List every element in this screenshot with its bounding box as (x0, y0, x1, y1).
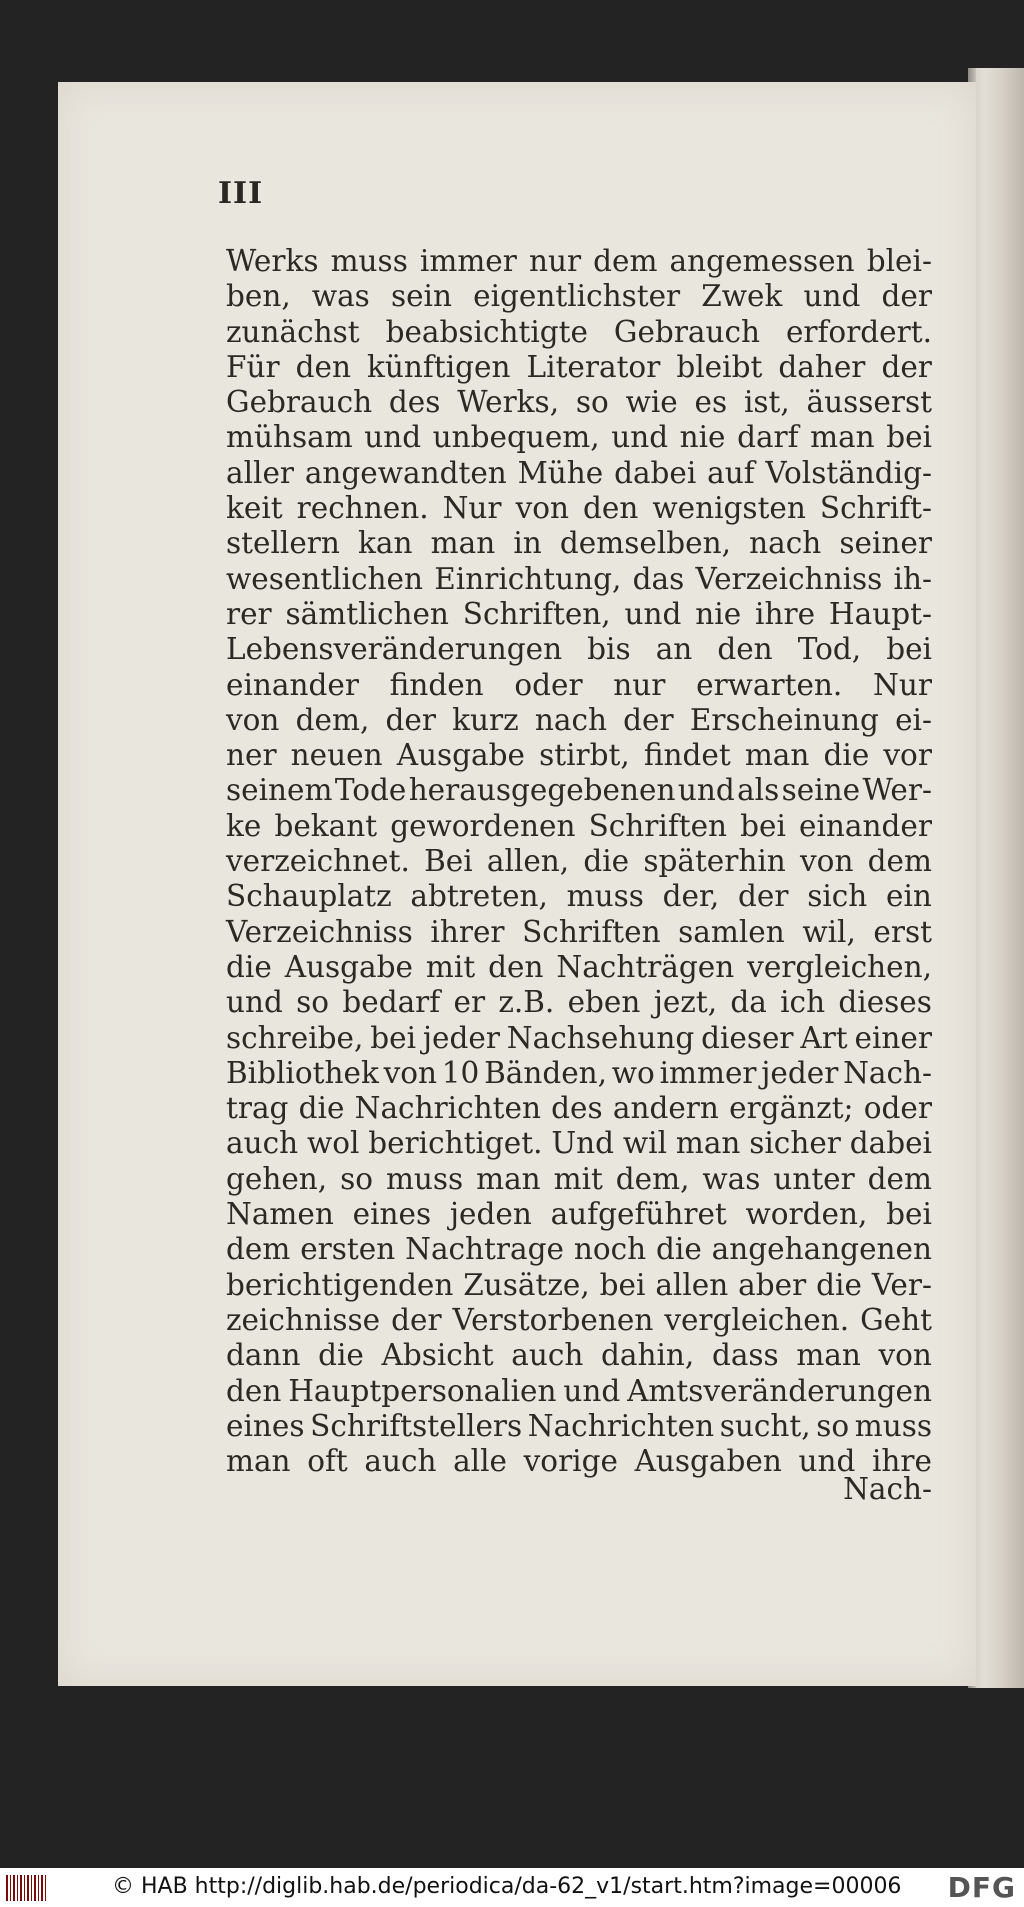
text-line: einander finden oder nur erwarten. Nur (226, 667, 932, 702)
text-line: man oft auch alle vorige Ausgaben und ihre (226, 1444, 932, 1479)
footer-bar (0, 1868, 1024, 1907)
text-line: und so bedarf er z.B. eben jezt, da ich dieses (226, 985, 932, 1020)
text-line: Schauplatz abtreten, muss der, der sich ein (226, 879, 932, 914)
text-line: Verzeichniss ihrer Schriften samlen wil, erst (226, 914, 932, 949)
text-line: eines Schriftstellers Nachrichten sucht, so muss (226, 1408, 932, 1443)
text-line: ner neuen Ausgabe stirbt, findet man die vor (226, 738, 932, 773)
text-line: den Hauptpersonalien und Amtsveränderungen (226, 1373, 932, 1408)
barcode-icon (6, 1875, 46, 1901)
text-line: Gebrauch des Werks, so wie es ist, äusserst (226, 385, 932, 420)
catchword: Nach- (843, 1472, 932, 1506)
text-line: Lebensveränderungen bis an den Tod, bei (226, 632, 932, 667)
text-line: ben, was sein eigentlichster Zwek und der (226, 279, 932, 314)
text-line: ke bekant gewordenen Schriften bei einander (226, 808, 932, 843)
text-line: auch wol berichtiget. Und wil man sicher dabei (226, 1126, 932, 1161)
text-line: zeichnisse der Verstorbenen vergleichen. Geht (226, 1302, 932, 1337)
body-text (226, 244, 932, 1479)
text-line: dem ersten Nachtrage noch die angehangenen (226, 1232, 932, 1267)
page-number: III (218, 176, 264, 211)
source-link[interactable]: © HAB http://diglib.hab.de/periodica/da-62_v1/start.htm?image=00006 (112, 1874, 902, 1899)
text-line: rer sämtlichen Schriften, und nie ihre Haupt- (226, 596, 932, 631)
text-line: stellern kan man in demselben, nach seiner (226, 526, 932, 561)
text-line: aller angewandten Mühe dabei auf Volständig- (226, 455, 932, 490)
text-line: von dem, der kurz nach der Erscheinung ei- (226, 702, 932, 737)
text-line: mühsam und unbequem, und nie darf man bei (226, 420, 932, 455)
text-line: trag die Nachrichten des andern ergänzt; oder (226, 1091, 932, 1126)
text-line: zunächst beabsichtigte Gebrauch erfordert. (226, 314, 932, 349)
text-line: wesentlichen Einrichtung, das Verzeichniss ih- (226, 561, 932, 596)
adjacent-page-edge (968, 68, 1024, 1688)
text-line: die Ausgabe mit den Nachträgen vergleichen, (226, 949, 932, 984)
dfg-logo: DFG (947, 1871, 1016, 1904)
text-line: dann die Absicht auch dahin, dass man von (226, 1338, 932, 1373)
text-line: Bibliothek von 10 Bänden, wo immer jeder Nach- (226, 1055, 932, 1090)
text-line: Namen eines jeden aufgeführet worden, bei (226, 1197, 932, 1232)
text-line: Werks muss immer nur dem angemessen blei- (226, 244, 932, 278)
text-line: gehen, so muss man mit dem, was unter dem (226, 1161, 932, 1196)
text-line: keit rechnen. Nur von den wenigsten Schrift- (226, 491, 932, 526)
text-line: verzeichnet. Bei allen, die späterhin von dem (226, 844, 932, 879)
text-line: Für den künftigen Literator bleibt daher der (226, 349, 932, 384)
text-line: schreibe, bei jeder Nachsehung dieser Art einer (226, 1020, 932, 1055)
text-line: berichtigenden Zusätze, bei allen aber die Ver- (226, 1267, 932, 1302)
text-line: seinem Tode herausgegebenen und als seine Wer- (226, 773, 932, 808)
